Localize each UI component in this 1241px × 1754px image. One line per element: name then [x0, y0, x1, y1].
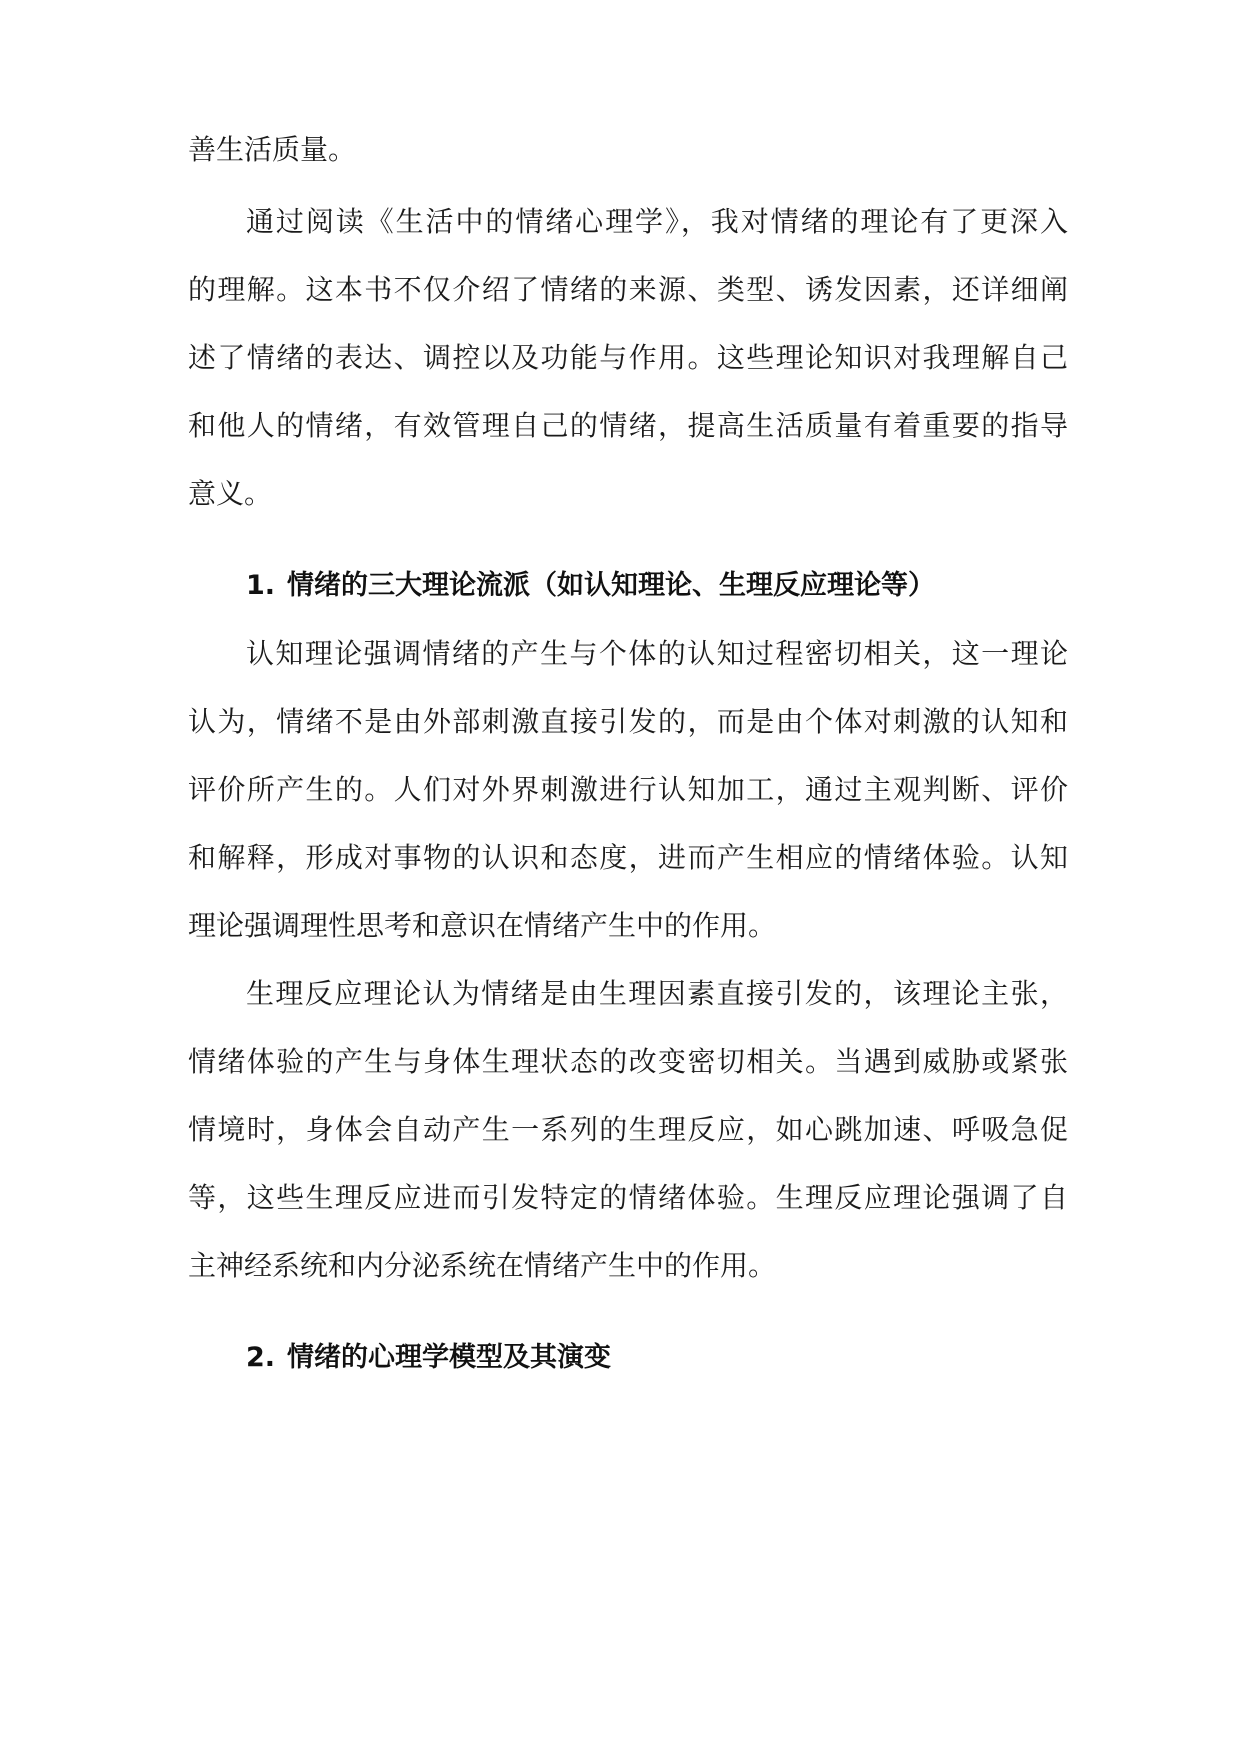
- paragraph-line: 理论强调理性思考和意识在情绪产生中的作用。: [188, 909, 777, 942]
- paragraph-line: 和他人的情绪，有效管理自己的情绪，提高生活质量有着重要的指导: [188, 409, 1068, 442]
- paragraph-line: 情绪体验的产生与身体生理状态的改变密切相关。当遇到威胁或紧张: [188, 1045, 1068, 1078]
- paragraph-line: 主神经系统和内分泌系统在情绪产生中的作用。: [188, 1249, 777, 1282]
- heading-number: 2.: [246, 1342, 276, 1373]
- heading-number: 1.: [246, 570, 276, 601]
- heading-text: 情绪的三大理论流派（如认知理论、生理反应理论等）: [287, 570, 936, 601]
- section-heading-1: [246, 566, 935, 606]
- section-heading-2: [246, 1338, 611, 1378]
- paragraph-line: 认知理论强调情绪的产生与个体的认知过程密切相关，这一理论: [246, 637, 1068, 670]
- paragraph-line: 和解释，形成对事物的认识和态度，进而产生相应的情绪体验。认知: [188, 841, 1068, 874]
- paragraph-line: 善生活质量。: [188, 133, 357, 166]
- paragraph-line: 情境时，身体会自动产生一系列的生理反应，如心跳加速、呼吸急促: [188, 1113, 1068, 1146]
- paragraph-line: 述了情绪的表达、调控以及功能与作用。这些理论知识对我理解自己: [188, 341, 1068, 374]
- paragraph-line: 等，这些生理反应进而引发特定的情绪体验。生理反应理论强调了自: [188, 1181, 1068, 1214]
- paragraph-line: 认为，情绪不是由外部刺激直接引发的，而是由个体对刺激的认知和: [188, 705, 1068, 738]
- heading-text: 情绪的心理学模型及其演变: [287, 1342, 612, 1373]
- paragraph-line: 生理反应理论认为情绪是由生理因素直接引发的，该理论主张，: [246, 977, 1068, 1010]
- paragraph-line: 评价所产生的。人们对外界刺激进行认知加工，通过主观判断、评价: [188, 773, 1068, 806]
- paragraph-line: 意义。: [188, 477, 273, 510]
- paragraph-line: 的理解。这本书不仅介绍了情绪的来源、类型、诱发因素，还详细阐: [188, 273, 1068, 306]
- paragraph-line: 通过阅读《生活中的情绪心理学》，我对情绪的理论有了更深入: [246, 205, 1068, 238]
